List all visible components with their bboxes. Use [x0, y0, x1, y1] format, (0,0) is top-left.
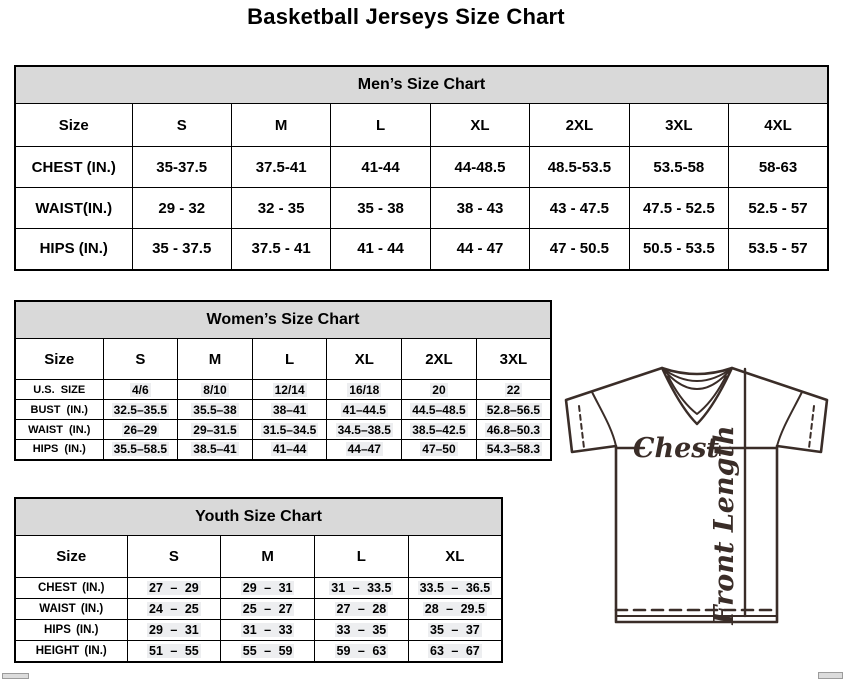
table-cell: [103, 380, 178, 400]
column-header: L: [315, 536, 409, 578]
table-cell: [178, 420, 253, 440]
table-cell: [327, 400, 402, 420]
table-cell: [629, 188, 728, 229]
row-label: CHEST (IN.): [15, 147, 132, 188]
table-cell: [127, 599, 221, 620]
table-cell: [127, 641, 221, 662]
cell-value: 41 - 44: [357, 240, 404, 258]
table-cell: [252, 440, 327, 460]
cell-value: 47–50: [422, 442, 456, 457]
cell-value: 4/6: [131, 382, 149, 397]
column-header: M: [221, 536, 315, 578]
cell-value: 50.5 - 53.5: [642, 240, 715, 258]
table-cell: [231, 229, 330, 270]
cell-value: 20: [432, 382, 446, 397]
table-cell: [331, 229, 430, 270]
jersey-svg: [556, 360, 838, 628]
table-cell: [221, 641, 315, 662]
column-header: 2XL: [402, 339, 477, 380]
cell-value: 41-44: [361, 158, 400, 176]
table-row: [15, 147, 828, 188]
table-cell: [408, 620, 502, 641]
cell-value: 8/10: [203, 382, 227, 397]
cell-value: 35.5–38: [193, 402, 237, 417]
column-header: Size: [15, 339, 103, 380]
cell-value: 35-37.5: [156, 158, 208, 176]
jersey-outline: [566, 368, 827, 622]
cell-value: 63 – 67: [430, 643, 480, 658]
table-row: [15, 641, 502, 662]
table-cell: [729, 147, 828, 188]
table-cell: [476, 400, 551, 420]
jersey-diagram: [556, 360, 838, 628]
cell-value: 29 - 32: [158, 199, 206, 217]
table-cell: [476, 380, 551, 400]
cell-value: 27 – 29: [149, 581, 199, 595]
cell-value: 27 – 28: [336, 602, 387, 616]
table-cell: [327, 380, 402, 400]
cell-value: 52.5 - 57: [748, 199, 808, 217]
row-label: WAIST(IN.): [15, 188, 132, 229]
table-cell: [221, 599, 315, 620]
cell-value: 16/18: [349, 382, 380, 397]
column-header: 3XL: [476, 339, 551, 380]
table-cell: [127, 620, 221, 641]
row-label: HIPS (IN.): [15, 620, 127, 641]
cell-value: 12/14: [274, 382, 305, 397]
cell-value: 32 - 35: [257, 199, 305, 217]
womens-size-table: [14, 300, 552, 461]
cell-value: 48.5-53.5: [547, 158, 612, 176]
table-cell: [408, 578, 502, 599]
table-cell: [408, 599, 502, 620]
column-header: Size: [15, 104, 132, 147]
scrollbar-fragment-left[interactable]: [2, 673, 29, 679]
table-cell: [132, 229, 231, 270]
row-label: WAIST (IN.): [15, 420, 103, 440]
table-row: [15, 420, 551, 440]
table-cell: [231, 188, 330, 229]
table-cell: [331, 188, 430, 229]
cell-value: 44-48.5: [454, 158, 506, 176]
table-cell: [132, 188, 231, 229]
table-title: Youth Size Chart: [15, 498, 502, 536]
table-cell: [327, 420, 402, 440]
cell-value: 35 - 38: [357, 199, 404, 217]
table-cell: [729, 229, 828, 270]
cell-value: 35 - 37.5: [152, 240, 212, 258]
table-cell: [315, 641, 409, 662]
table-cell: [132, 147, 231, 188]
column-header: L: [252, 339, 327, 380]
cell-value: 59 – 63: [336, 643, 387, 658]
table-row: [15, 229, 828, 270]
cell-value: 31 – 33: [242, 623, 293, 637]
table-cell: [103, 440, 178, 460]
table-cell: [178, 440, 253, 460]
cell-value: 38–41: [272, 402, 307, 417]
table-cell: [729, 188, 828, 229]
table-cell: [103, 420, 178, 440]
table-cell: [178, 400, 253, 420]
table-cell: [476, 420, 551, 440]
cell-value: 34.5–38.5: [337, 422, 391, 437]
column-header: XL: [430, 104, 529, 147]
table-row: [15, 380, 551, 400]
column-header: 3XL: [629, 104, 728, 147]
cell-value: 38.5–42.5: [412, 422, 466, 437]
table-cell: [315, 620, 409, 641]
table-cell: [530, 188, 629, 229]
table-cell: [252, 380, 327, 400]
table-cell: [629, 147, 728, 188]
table-cell: [530, 229, 629, 270]
table-cell: [402, 440, 477, 460]
table-cell: [402, 420, 477, 440]
table-cell: [127, 578, 221, 599]
row-label: HIPS (IN.): [15, 440, 103, 460]
table-cell: [252, 420, 327, 440]
page-title: Basketball Jerseys Size Chart: [247, 4, 565, 29]
cell-value: 44.5–48.5: [412, 402, 466, 417]
column-header: XL: [408, 536, 502, 578]
cell-value: 38.5–41: [193, 442, 237, 457]
youth-size-table: [14, 497, 503, 663]
table-cell: [430, 147, 529, 188]
cell-value: 35 – 37: [430, 623, 480, 637]
row-label: WAIST (IN.): [15, 599, 127, 620]
table-row: [15, 400, 551, 420]
cell-value: 43 - 47.5: [549, 199, 609, 217]
cell-value: 37.5 - 41: [251, 240, 311, 258]
table-cell: [530, 147, 629, 188]
table-cell: [231, 147, 330, 188]
table-cell: [476, 440, 551, 460]
cell-value: 44 - 47: [456, 240, 504, 258]
table-cell: [331, 147, 430, 188]
column-header: M: [231, 104, 330, 147]
cell-value: 55 – 59: [242, 643, 293, 658]
table-row: [15, 440, 551, 460]
table-title: Women’s Size Chart: [15, 301, 551, 339]
cell-value: 28 – 29.5: [424, 602, 485, 616]
scrollbar-fragment-right[interactable]: [818, 672, 843, 679]
cell-value: 52.8–56.5: [486, 402, 541, 417]
column-header: 2XL: [530, 104, 629, 147]
table-cell: [408, 641, 502, 662]
cell-value: 31.5–34.5: [262, 422, 317, 437]
cell-value: 26–29: [123, 422, 158, 437]
table-cell: [315, 599, 409, 620]
cell-value: 54.3–58.3: [486, 442, 541, 457]
row-label: HIPS (IN.): [15, 229, 132, 270]
table-row: [15, 578, 502, 599]
cell-value: 47.5 - 52.5: [642, 199, 715, 217]
row-label: HEIGHT (IN.): [15, 641, 127, 662]
cell-value: 53.5-58: [653, 158, 705, 176]
column-header: 4XL: [729, 104, 828, 147]
cell-value: 24 – 25: [149, 602, 199, 616]
table-cell: [221, 620, 315, 641]
table-row: [15, 188, 828, 229]
cell-value: 44–47: [347, 442, 381, 457]
cell-value: 47 - 50.5: [549, 240, 609, 258]
cell-value: 33 – 35: [336, 623, 387, 637]
column-header: S: [132, 104, 231, 147]
cell-value: 29–31.5: [193, 422, 237, 437]
cell-value: 41–44.5: [342, 402, 386, 417]
cell-value: 31 – 33.5: [331, 581, 392, 595]
cell-value: 37.5-41: [255, 158, 307, 176]
table-cell: [430, 229, 529, 270]
cell-value: 58-63: [758, 158, 798, 176]
cell-value: 25 – 27: [242, 602, 293, 616]
column-header: XL: [327, 339, 402, 380]
cell-value: 22: [506, 382, 521, 397]
cell-value: 51 – 55: [149, 643, 199, 658]
table-cell: [629, 229, 728, 270]
mens-size-table: [14, 65, 829, 271]
table-cell: [252, 400, 327, 420]
front-length-label: Front Length: [709, 425, 740, 625]
cell-value: 41–44: [272, 442, 307, 457]
row-label: BUST (IN.): [15, 400, 103, 420]
table-cell: [402, 380, 477, 400]
column-header: M: [178, 339, 253, 380]
table-cell: [315, 578, 409, 599]
chest-label: Chest: [633, 433, 719, 464]
cell-value: 35.5–58.5: [113, 442, 168, 457]
table-row: [15, 620, 502, 641]
table-cell: [430, 188, 529, 229]
table-title: Men’s Size Chart: [15, 66, 828, 104]
cell-value: 38 - 43: [456, 199, 504, 217]
cell-value: 29 – 31: [242, 581, 293, 595]
table-cell: [103, 400, 178, 420]
row-label: CHEST (IN.): [15, 578, 127, 599]
cell-value: 32.5–35.5: [113, 402, 168, 417]
table-cell: [178, 380, 253, 400]
cell-value: 46.8–50.3: [486, 422, 541, 437]
cell-value: 33.5 – 36.5: [419, 581, 491, 595]
column-header: L: [331, 104, 430, 147]
column-header: S: [103, 339, 178, 380]
table-cell: [221, 578, 315, 599]
column-header: Size: [15, 536, 127, 578]
cell-value: 53.5 - 57: [748, 240, 808, 258]
cell-value: 29 – 31: [149, 623, 199, 637]
row-label: U.S. SIZE: [15, 380, 103, 400]
column-header: S: [127, 536, 221, 578]
table-row: [15, 599, 502, 620]
table-cell: [327, 440, 402, 460]
table-cell: [402, 400, 477, 420]
